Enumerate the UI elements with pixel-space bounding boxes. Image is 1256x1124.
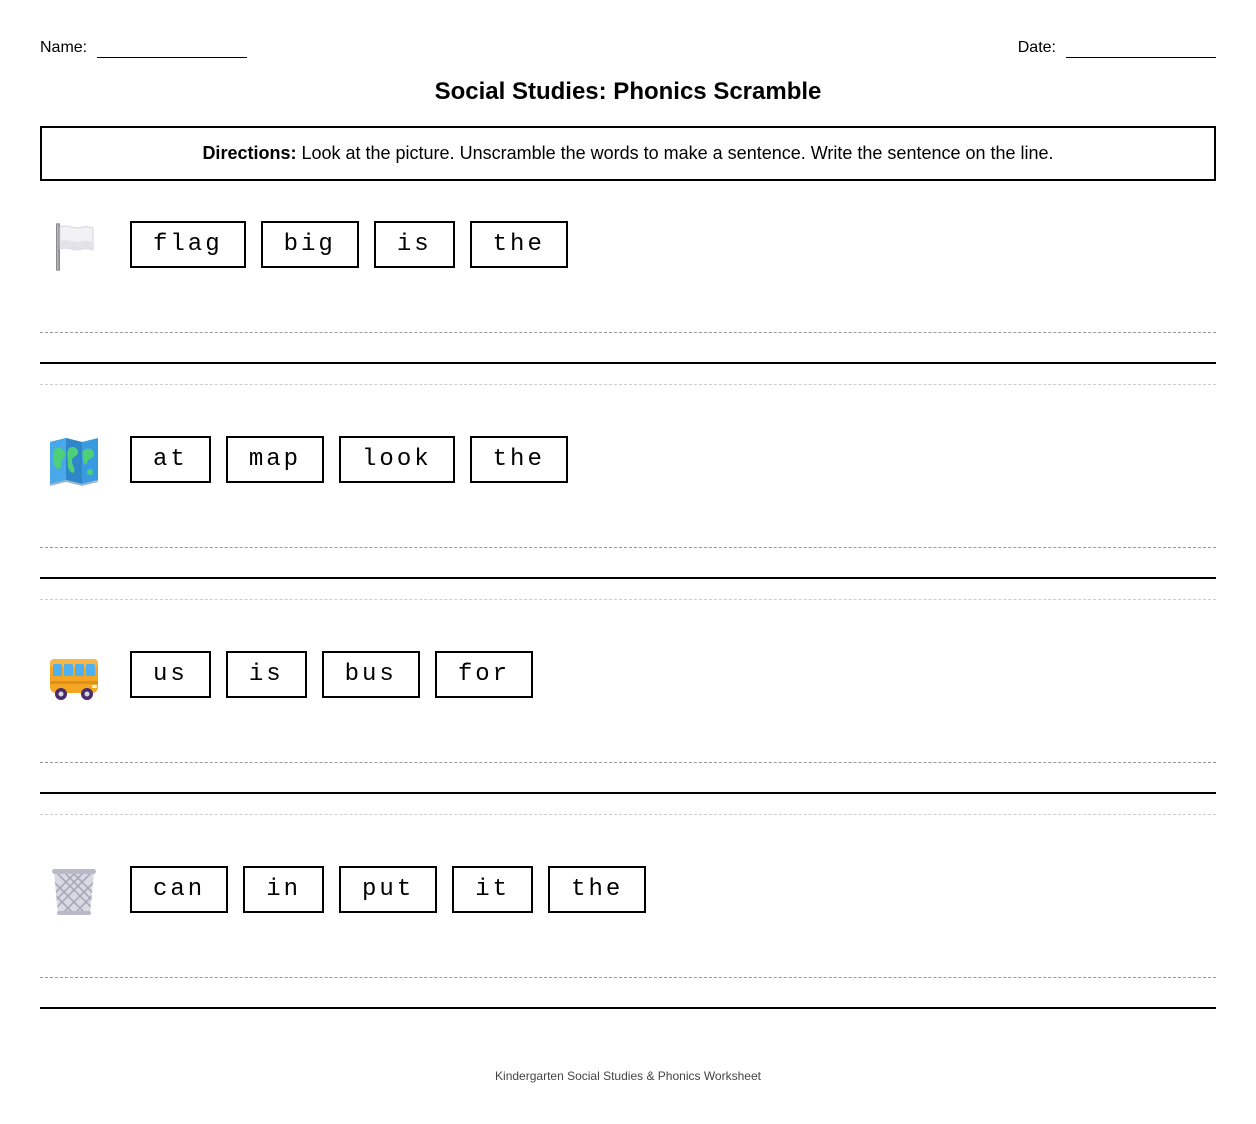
- word-tiles: [130, 436, 568, 483]
- writing-descender-line: [40, 384, 1216, 385]
- name-field: [40, 38, 247, 58]
- word-tile[interactable]: at: [130, 436, 211, 483]
- word-tiles: [130, 866, 646, 913]
- directions-text: Look at the picture. Unscramble the words to make a sentence. Write the sentence on the line.: [301, 143, 1054, 163]
- writing-descender-line: [40, 814, 1216, 815]
- wastebasket-icon: [48, 866, 100, 918]
- word-tile[interactable]: bus: [322, 651, 420, 698]
- writing-midline: [40, 762, 1216, 763]
- word-tiles: [130, 651, 533, 698]
- writing-baseline[interactable]: [40, 1007, 1216, 1009]
- problem-1: [40, 221, 1216, 421]
- problem-2: [40, 436, 1216, 636]
- word-tile[interactable]: the: [548, 866, 646, 913]
- word-tile[interactable]: us: [130, 651, 211, 698]
- writing-descender-line: [40, 599, 1216, 600]
- word-tile[interactable]: is: [374, 221, 455, 268]
- name-label: Name:: [40, 39, 88, 56]
- word-tile[interactable]: in: [243, 866, 324, 913]
- writing-midline: [40, 977, 1216, 978]
- header-row: [40, 38, 1216, 58]
- writing-baseline[interactable]: [40, 577, 1216, 579]
- word-tile[interactable]: the: [470, 221, 568, 268]
- word-tile[interactable]: big: [261, 221, 359, 268]
- word-tile[interactable]: is: [226, 651, 307, 698]
- word-tiles: [130, 221, 568, 268]
- date-label: Date:: [1017, 39, 1056, 56]
- directions-box: [40, 126, 1216, 181]
- footer-text: Kindergarten Social Studies & Phonics Worksheet: [495, 1069, 761, 1083]
- word-tile[interactable]: map: [226, 436, 324, 483]
- name-blank-line[interactable]: [97, 43, 247, 58]
- writing-midline: [40, 332, 1216, 333]
- directions-label: Directions:: [202, 143, 297, 163]
- writing-midline: [40, 547, 1216, 548]
- bus-icon: [48, 651, 100, 703]
- word-tile[interactable]: flag: [130, 221, 246, 268]
- word-tile[interactable]: for: [435, 651, 533, 698]
- flag-icon: [48, 221, 100, 273]
- writing-baseline[interactable]: [40, 362, 1216, 364]
- word-tile[interactable]: look: [339, 436, 455, 483]
- date-blank-line[interactable]: [1066, 43, 1216, 58]
- word-tile[interactable]: can: [130, 866, 228, 913]
- world-map-icon: [48, 436, 100, 488]
- word-tile[interactable]: the: [470, 436, 568, 483]
- word-tile[interactable]: it: [452, 866, 533, 913]
- writing-baseline[interactable]: [40, 792, 1216, 794]
- date-field: [1018, 38, 1216, 58]
- problem-4: [40, 866, 1216, 1066]
- word-tile[interactable]: put: [339, 866, 437, 913]
- problem-3: [40, 651, 1216, 851]
- page-title: Social Studies: Phonics Scramble: [434, 78, 822, 105]
